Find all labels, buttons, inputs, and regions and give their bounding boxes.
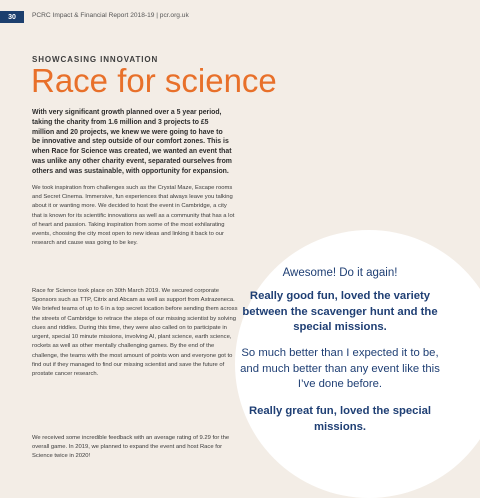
- testimonial-quote-2: Really good fun, loved the variety between the scavenger hunt and the special missions.: [242, 290, 438, 334]
- lead-paragraph: With very significant growth planned over a 5 year period, taking the charity from 1.6 million and 3 projects to £5 million and 20 projects, we knew we were going to have to be innovative and step outside of our comfort zones. This is when Race for Science was created, we wanted an event that was unlike any other charity event, separated ourselves from others and was sustainable, with opportunity for expansion.: [32, 109, 232, 175]
- body-paragraph-feedback: We received some incredible feedback with an average rating of 9.29 for the overall game. In 2019, we planned to expand the event and host Race for Science twice in 2020!: [32, 435, 230, 460]
- page-title: Race for science: [31, 62, 277, 99]
- running-header: PCRC Impact & Financial Report 2018-19 | pcr.org.uk: [32, 12, 189, 19]
- testimonial-quote-3: So much better than I expected it to be, and much better than any event like this I’ve done before.: [240, 347, 440, 391]
- section-eyebrow: SHOWCASING INNOVATION: [32, 55, 159, 64]
- body-paragraph-inspiration: We took inspiration from challenges such as the Crystal Maze, Escape rooms and Secret Cinema. Immersive, fun experiences that always leave you talking about it or wanting more. We decided to host the event in Cambridge, a city that is known for its scientific innovations as well as a community that has a lot of heart and passion. Taking inspiration from some of the most exhilarating events, choosing the city most open to new ideas and linking it back to our research and cause was going to be key.: [32, 185, 235, 247]
- page-number-badge: 30: [0, 11, 24, 23]
- testimonial-quote-4: Really great fun, loved the special missions.: [248, 405, 432, 433]
- body-paragraph-event: Race for Science took place on 30th March 2019. We secured corporate Sponsors such as TTP, Citrix and Abcam as well as support from Astrazeneca. We briefed teams of up to 6 in a top secret location before sending them across the streets of Cambridge to retrace the steps of our missing scientist by solving clues and riddles. During this time, they were also called on to participate in urgent, special 10 minute missions, involving AI, plant science, earth science, rockets as well as other mentally challenging games. By the end of the challenge, the teams with the most amount of points won and everyone got to find out if they managed to find our missing scientist and save the future of prostate cancer research.: [32, 288, 238, 377]
- testimonial-quote-1: Awesome! Do it again!: [282, 267, 398, 279]
